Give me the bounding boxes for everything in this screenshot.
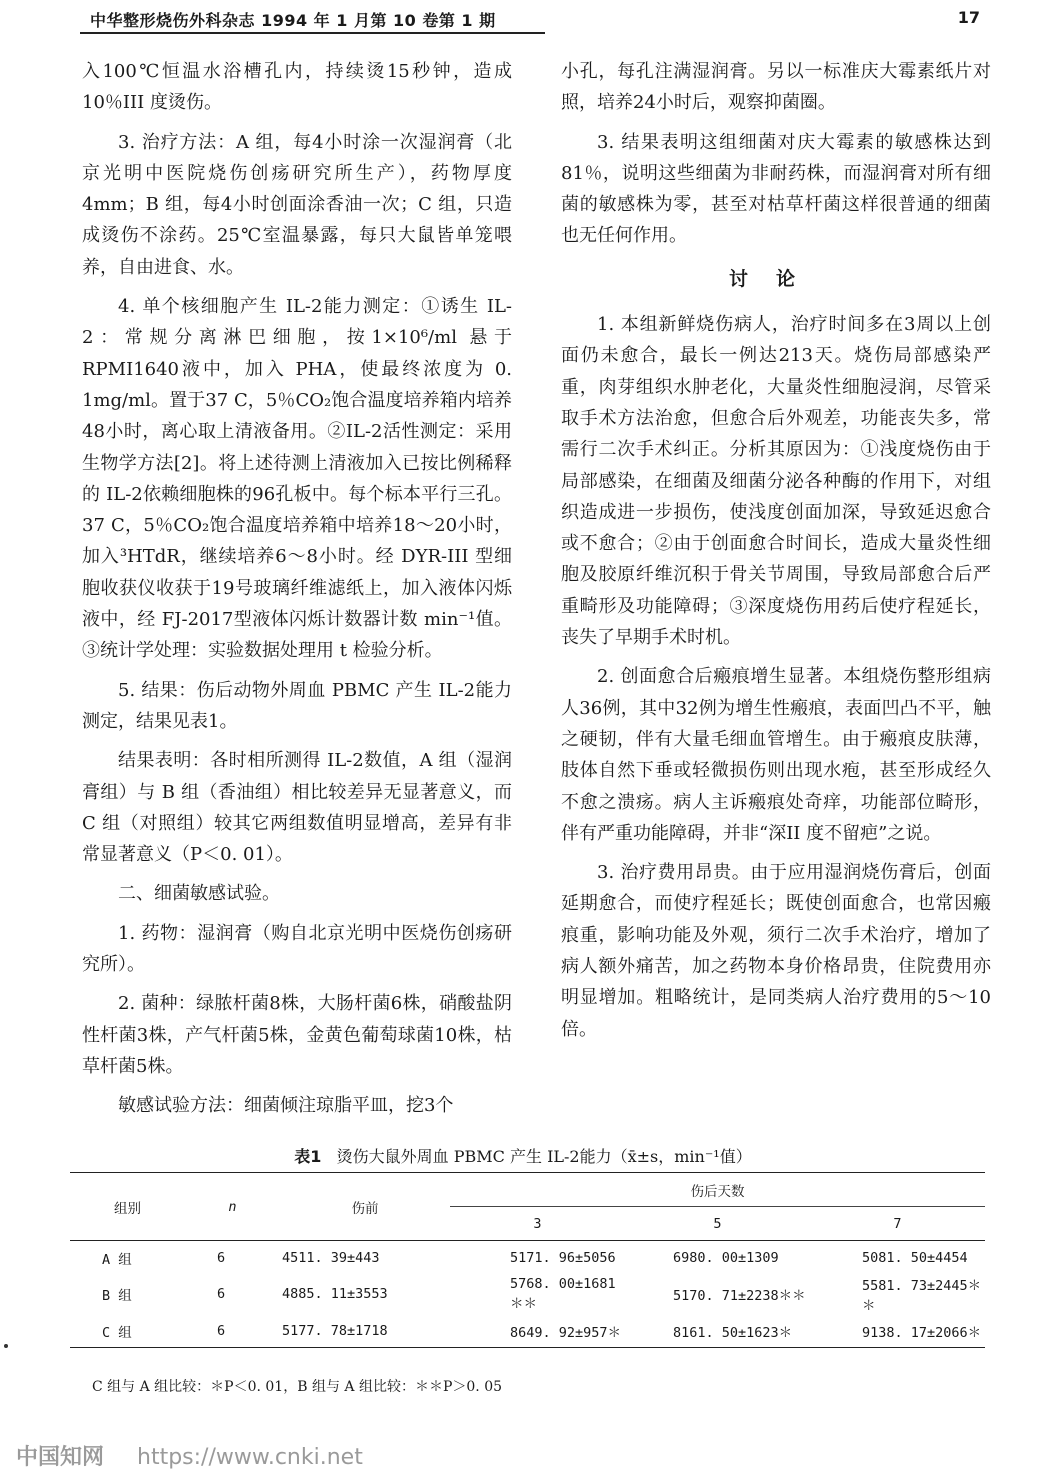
column-header: 3	[450, 1207, 625, 1241]
paragraph: 入100℃恒温水浴槽孔内，持续烫15秒钟，造成10％III 度烫伤。	[82, 61, 512, 114]
column-header: 伤前	[280, 1173, 450, 1241]
table-row	[70, 1314, 985, 1348]
page-header	[80, 6, 980, 32]
journal-title: 中华整形烧伤外科杂志 1994 年 1 月第 10 卷第 1 期	[90, 11, 496, 30]
table-cell: 6980. 00±1309	[673, 1249, 779, 1266]
scan-speck	[4, 1344, 8, 1348]
table-cell: 5171. 96±5056	[510, 1249, 616, 1266]
table-cell: 9138. 17±2066＊	[810, 1314, 985, 1348]
column-header: 组别	[70, 1173, 185, 1241]
table-cell: 8161. 50±1623＊	[625, 1314, 810, 1348]
table-cell: 5081. 50±4454	[862, 1249, 968, 1266]
watermark-footer	[16, 1440, 363, 1471]
cnki-brand: 中国知网	[16, 1445, 105, 1470]
table-row	[70, 1274, 985, 1314]
table-row	[70, 1241, 985, 1275]
table-caption	[78, 1144, 968, 1167]
column-header: 伤后天数	[450, 1173, 985, 1207]
table-label: 表1	[294, 1147, 322, 1166]
page-number: 17	[957, 8, 980, 27]
table-cell: 4511. 39±443	[282, 1249, 380, 1266]
paragraph: 敏感试验方法：细菌倾注琼脂平皿，挖3个	[118, 1095, 454, 1117]
paragraph: 4. 单个核细胞产生 IL-2能力测定：①诱生 IL-2：常规分离淋巴细胞，按1×10⁶/ml 悬于 RPMI1640液中，加入 PHA，使最终浓度为 0. 1mg/ml。置于37 C，5％CO₂饱合温度培养箱内培养48小时，离心取上清液备用。②IL-2活性测定：采用生物学方法[2]。将上述待测上清液加入已按比例稀释的 IL-2依赖细胞株的96孔板中。每个标本平行三孔。37 C，5％CO₂饱合温度培养箱中培养18～20小时，加入³HTdR，继续培养6～8小时。经 DYR-III 型细胞收获仪收获于19号玻璃纤维滤纸上，加入液体闪烁液中，经 FJ-2017型液体闪烁计数器计数 min⁻¹值。③统计学处理：实验数据处理用 t 检验分析。	[82, 296, 512, 662]
table-cell: 6	[217, 1286, 226, 1302]
cnki-url: https://www.cnki.net	[137, 1445, 363, 1470]
table-cell: 8649. 92±957＊	[450, 1314, 625, 1348]
paragraph: 结果表明：各时相所测得 IL-2数值，A 组（湿润膏组）与 B 组（香油组）相比较差异无显著意义，而 C 组（对照组）较其它两组数值明显增高，差异有非常显著意义（P＜0. 01）。	[82, 750, 512, 866]
paragraph: 5. 结果：伤后动物外周血 PBMC 产生 IL-2能力测定，结果见表1。	[82, 679, 512, 732]
column-header: 5	[625, 1207, 810, 1241]
column-header: 7	[810, 1207, 985, 1241]
table-cell: B 组	[102, 1288, 132, 1304]
paragraph: 2. 菌种：绿脓杆菌8株，大肠杆菌6株，硝酸盐阴性杆菌3株，产气杆菌5株，金黄色葡萄球菌10株，枯草杆菌5株。	[82, 993, 512, 1077]
paragraph: 2. 创面愈合后瘢痕增生显著。本组烧伤整形组病人36例，其中32例为增生性瘢痕，表面凹凸不平，触之硬韧，伴有大量毛细血管增生。由于瘢痕皮肤薄，肢体自然下垂或轻微损伤则出现水疱，甚至形成经久不愈之溃疡。病人主诉瘢痕处奇痒，功能部位畸形，伴有严重功能障碍，并非“深II 度不留疤”之说。	[561, 666, 991, 844]
table-cell: 5177. 78±1718	[280, 1314, 450, 1348]
table-cell: 5768. 00±1681＊＊	[510, 1276, 616, 1312]
right-column	[561, 56, 991, 1053]
data-table	[70, 1172, 985, 1348]
table-cell: 4885. 11±3553	[282, 1286, 388, 1302]
paragraph: 1. 药物：湿润膏（购自北京光明中医烧伤创疡研究所）。	[82, 922, 512, 976]
table-cell: 5581. 73±2445＊＊	[862, 1278, 982, 1314]
table-cell: 6	[185, 1314, 280, 1348]
table-cell: 6	[217, 1249, 226, 1266]
paragraph: 3. 治疗费用昂贵。由于应用湿润烧伤膏后，创面延期愈合，而使疗程延长；既使创面愈合，也常因瘢痕重，影响功能及外观，须行二次手术治疗，增加了病人额外痛苦，加之药物本身价格昂贵，住院费用亦明显增加。粗略统计，是同类病人治疗费用的5～10倍。	[561, 862, 991, 1040]
table-caption-text: 烫伤大鼠外周血 PBMC 产生 IL-2能力（x̄±s，min⁻¹值）	[336, 1147, 752, 1166]
paragraph: 3. 结果表明这组细菌对庆大霉素的敏感株达到81％，说明这些细菌为非耐药株，而湿润膏对所有细菌的敏感株为零，甚至对枯草杆菌这样很普通的细菌也无任何作用。	[561, 131, 991, 247]
left-column	[82, 56, 512, 1130]
table-cell: 5170. 71±2238＊＊	[673, 1288, 806, 1304]
table-cell: A 组	[102, 1251, 132, 1268]
section-heading: 二、细菌敏感试验。	[118, 883, 280, 905]
paragraph: 3. 治疗方法：A 组，每4小时涂一次湿润膏（北京光明中医院烧伤创疡研究所生产），药物厚度4mm；B 组，每4小时创面涂香油一次；C 组，只造成烫伤不涂药。25℃室温暴露，每只大鼠皆单笼喂养，自由进食、水。	[82, 131, 512, 278]
table-footnote: C 组与 A 组比较：＊P＜0. 01，B 组与 A 组比较：＊＊P＞0. 05	[92, 1379, 503, 1395]
column-header: n	[185, 1173, 280, 1241]
table-cell: C 组	[70, 1314, 185, 1348]
header-rule	[80, 32, 545, 34]
discussion-heading: 讨论	[728, 267, 823, 290]
paragraph: 小孔，每孔注满湿润膏。另以一标准庆大霉素纸片对照，培养24小时后，观察抑菌圈。	[561, 61, 991, 114]
paragraph: 1. 本组新鲜烧伤病人，治疗时间多在3周以上创面仍未愈合，最长一例达213天。烧伤局部感染严重，肉芽组织水肿老化，大量炎性细胞浸润，尽管采取手术方法治愈，但愈合后外观差，功能丧失多，常需行二次手术纠正。分析其原因为：①浅度烧伤由于局部感染，在细菌及细菌分泌各种酶的作用下，对组织造成进一步损伤，使浅度创面加深，导致延迟愈合或不愈合；②由于创面愈合时间长，造成大量炎性细胞及胶原纤维沉积于骨关节周围，导致局部愈合后严重畸形及功能障碍；③深度烧伤用药后使疗程延长，丧失了早期手术时机。	[561, 314, 991, 649]
